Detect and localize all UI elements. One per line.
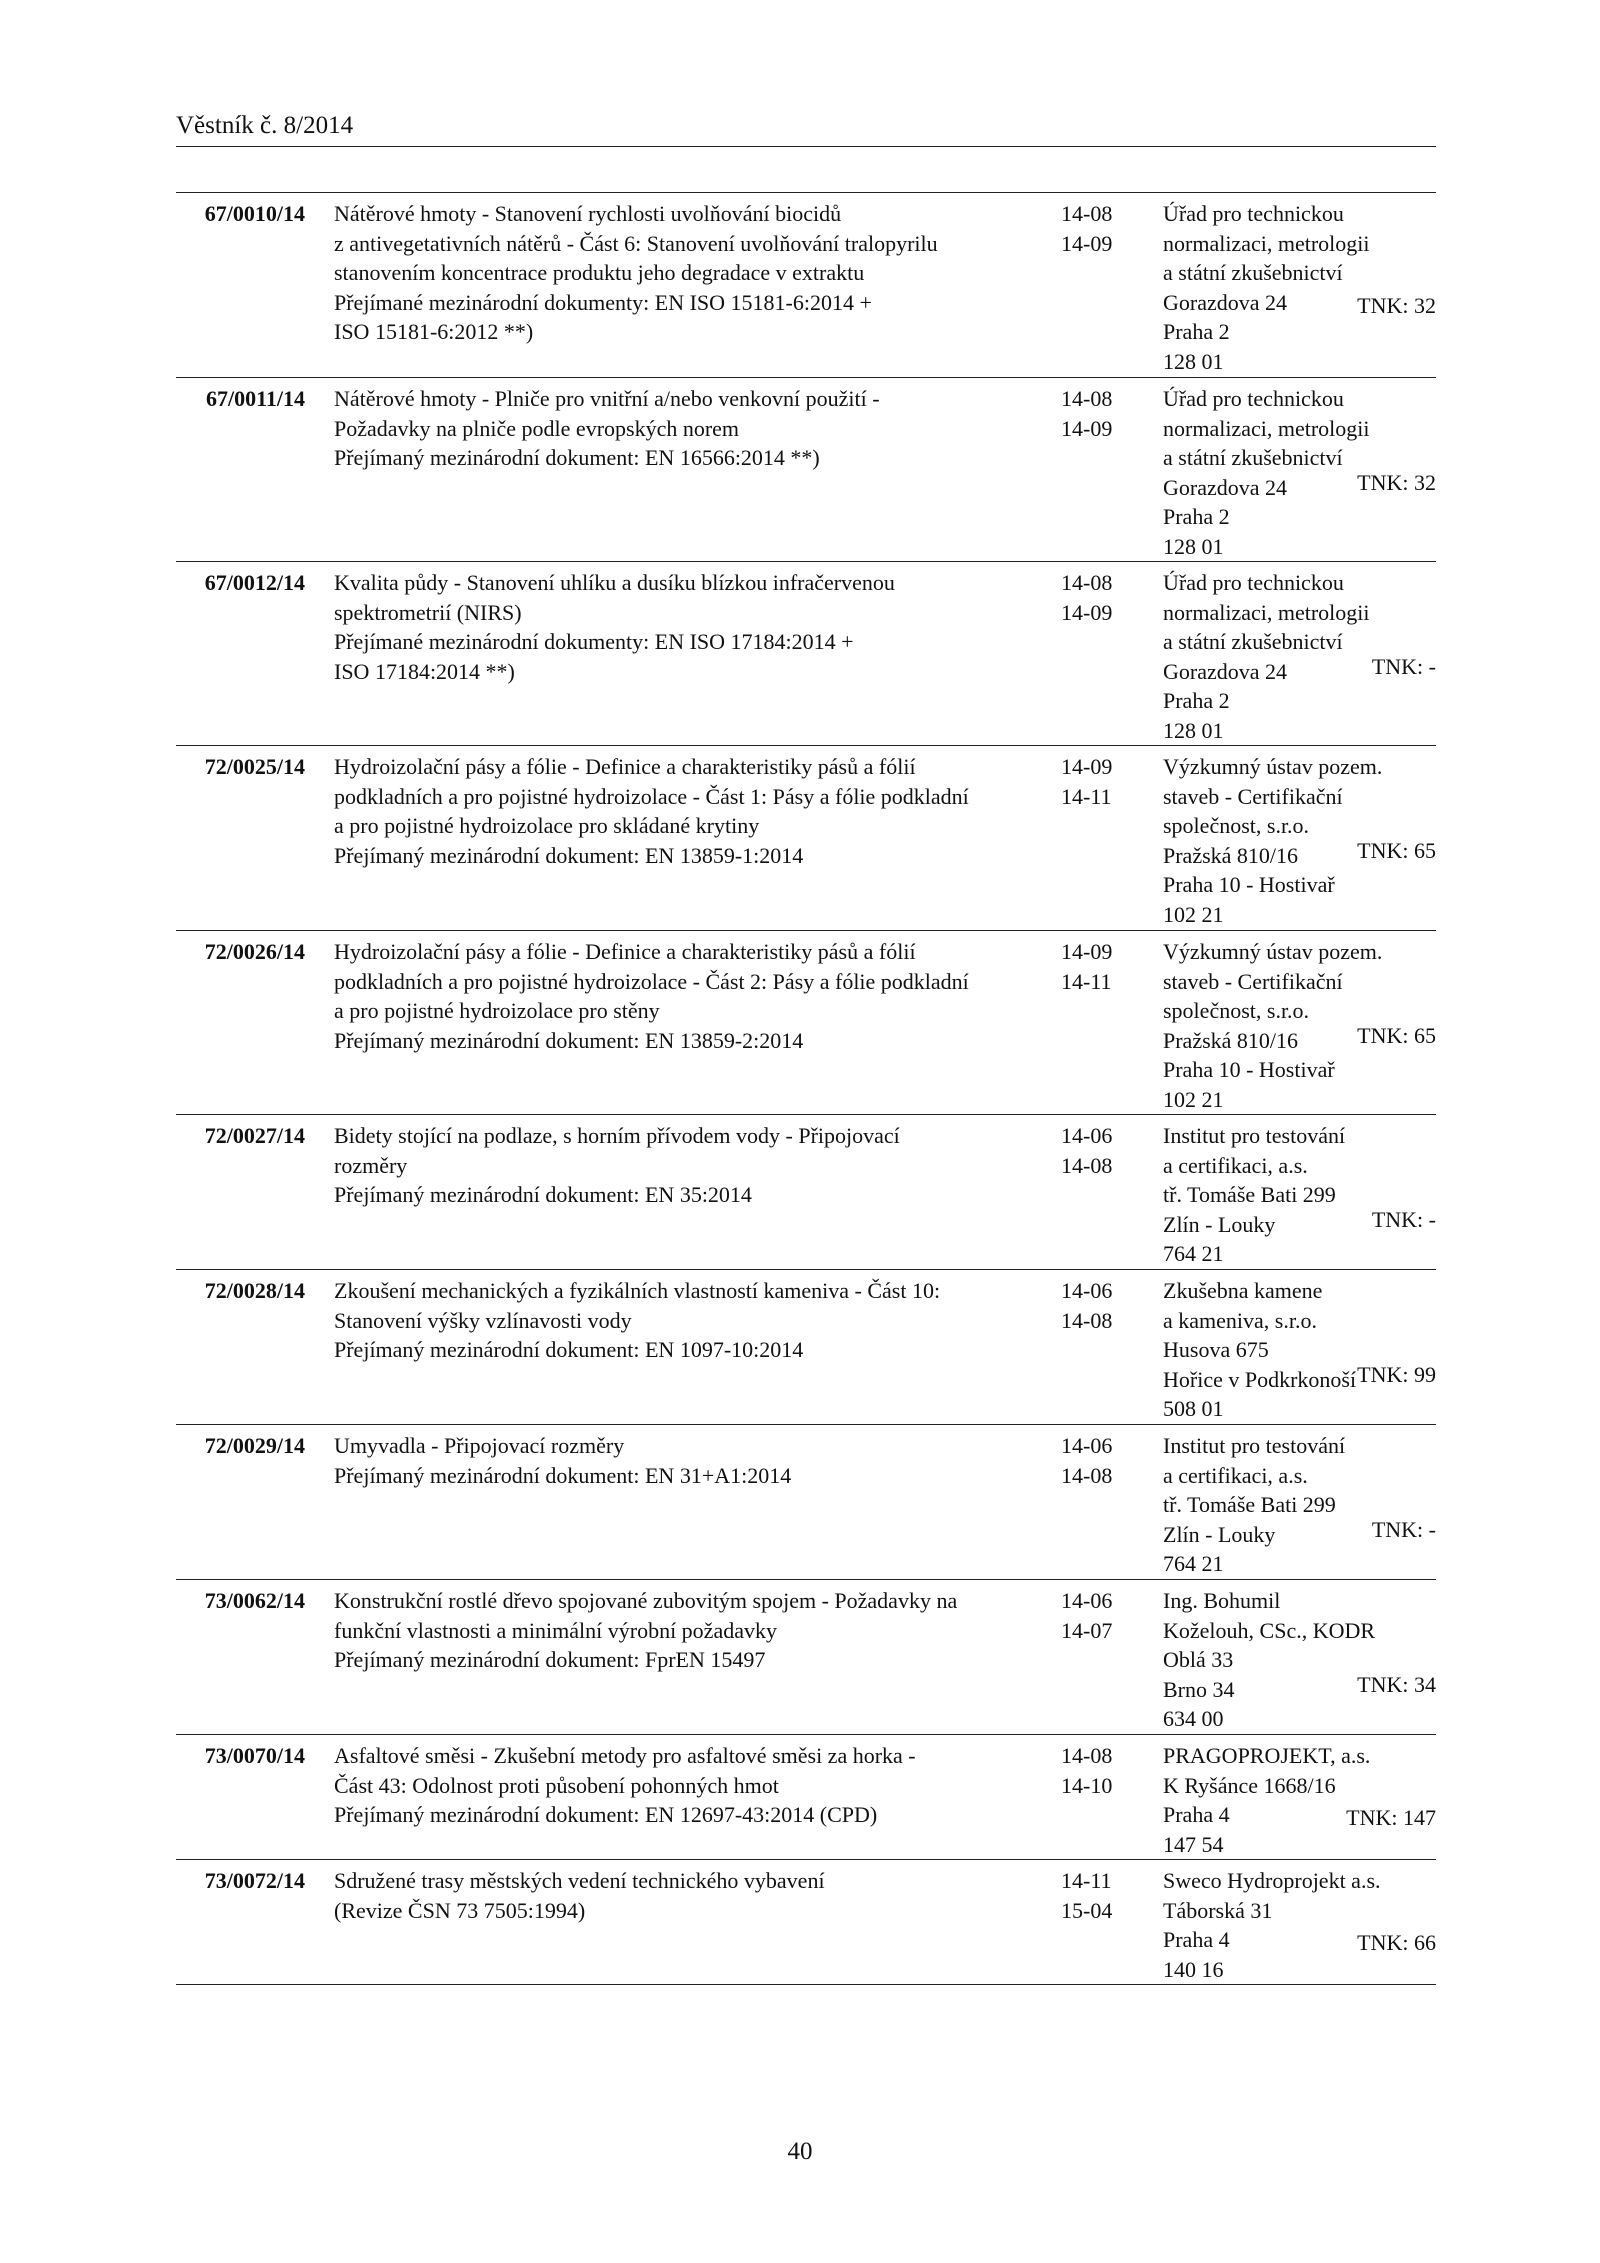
standard-entry [176,1425,1436,1580]
entry-title-line: Sdružené trasy městských vedení technického vybavení [334,1868,825,1893]
entry-title-line: Přejímané mezinárodní dokumenty: EN ISO 17184:2014 + [334,629,854,654]
entry-title-line: Hydroizolační pásy a fólie - Definice a charakteristiky pásů a fólií [334,939,916,964]
entry-processor-line: 634 00 [1163,1706,1224,1731]
entry-processor-line: Pražská 810/16 [1163,1027,1299,1053]
entry-processor-line: Praha 10 - Hostivař [1163,1057,1335,1082]
entry-dates [1061,937,1141,996]
entry-date: 14-06 [1061,1588,1113,1613]
entry-processor [1163,937,1435,1114]
entry-code: 72/0028/14 [204,1278,305,1303]
entry-processor [1163,199,1435,376]
entry-dates [1061,384,1141,443]
entry-processor [1163,1586,1435,1734]
entry-title-line: Stanovení výšky vzlínavosti vody [334,1307,632,1333]
entry-date: 14-11 [1061,968,1112,994]
entry-processor [1163,1866,1435,1984]
entry-processor-line: tř. Tomáše Bati 299 [1163,1492,1336,1517]
standard-entry [176,193,1436,378]
entry-title-line: Přejímaný mezinárodní dokument: FprEN 15497 [334,1647,766,1672]
entry-processor-line: společnost, s.r.o. [1163,998,1310,1023]
entry-dates [1061,1276,1141,1335]
entry-processor-line: Oblá 33 [1163,1647,1234,1672]
entry-title-line: Zkoušení mechanických a fyzikálních vlastností kameniva - Část 10: [334,1278,941,1303]
entry-title-line: Bidety stojící na podlaze, s horním přívodem vody - Připojovací [334,1123,900,1148]
entry-dates [1061,1741,1141,1800]
entry-code: 67/0012/14 [204,570,305,595]
entry-code-cell [176,199,305,229]
entry-title-line: Přejímaný mezinárodní dokument: EN 16566:2014 **) [334,445,820,470]
entry-processor-line: Ing. Bohumil [1163,1588,1281,1613]
entry-processor-line: Institut pro testování [1163,1123,1346,1148]
standard-entry [176,931,1436,1115]
entry-tnk: TNK: 99 [1357,1362,1436,1387]
entry-tnk: TNK: 32 [1357,470,1436,495]
entry-processor-line: a státní zkušebnictví [1163,629,1343,654]
entry-processor-line: Praha 2 [1163,319,1230,344]
entry-title-line: Přejímaný mezinárodní dokument: EN 1097-10:2014 [334,1337,804,1362]
entry-processor-line: Praha 4 [1163,1927,1230,1952]
entry-code-cell [176,1866,305,1896]
entry-code-cell [176,1121,305,1151]
entry-title-line: podkladních a pro pojistné hydroizolace - Část 2: Pásy a fólie podkladní [334,968,969,994]
entry-processor-line: Gorazdova 24 [1163,474,1288,500]
entry-processor-line: Úřad pro technickou [1163,386,1344,411]
entry-code-cell [176,752,305,782]
entry-processor-line: normalizaci, metrologii [1163,599,1370,625]
entry-processor-line: 128 01 [1163,533,1224,559]
entry-title-line: Přejímaný mezinárodní dokument: EN 13859-1:2014 [334,842,804,868]
entry-date: 14-11 [1061,1868,1112,1893]
entry-tnk: TNK: 65 [1357,838,1436,863]
entry-processor-line: normalizaci, metrologii [1163,230,1370,256]
entry-title-line: spektrometrií (NIRS) [334,599,522,625]
entry-processor-line: a certifikaci, a.s. [1163,1462,1308,1488]
entry-code: 73/0072/14 [204,1868,305,1893]
entry-date: 14-09 [1061,415,1113,441]
entry-dates [1061,568,1141,627]
entry-date: 14-08 [1061,1152,1113,1178]
entry-code: 73/0070/14 [204,1743,305,1768]
entry-processor-line: a státní zkušebnictví [1163,260,1343,285]
entry-title-line: Přejímaný mezinárodní dokument: EN 35:2014 [334,1182,752,1207]
entry-tnk: TNK: 147 [1346,1805,1436,1830]
entry-processor-line: Koželouh, CSc., KODR [1163,1617,1376,1643]
entry-tnk: TNK: - [1371,1517,1436,1542]
page-number: 40 [787,2138,813,2165]
standard-entry [176,562,1436,746]
entry-title-line: ISO 17184:2014 **) [334,658,515,684]
entry-processor-line: 102 21 [1163,901,1224,927]
entry-processor [1163,568,1435,745]
entry-title-line: podkladních a pro pojistné hydroizolace - Část 1: Pásy a fólie podkladní [334,783,969,809]
entry-processor [1163,1121,1435,1269]
entry-tnk: TNK: - [1371,1207,1436,1232]
entry-title-line: Přejímané mezinárodní dokumenty: EN ISO 15181-6:2014 + [334,289,872,315]
entry-processor-line: Výzkumný ústav pozem. [1163,754,1383,779]
entry-processor-line: 140 16 [1163,1956,1224,1982]
entry-date: 15-04 [1061,1897,1113,1923]
entry-dates [1061,752,1141,811]
entry-title-line: (Revize ČSN 73 7505:1994) [334,1897,586,1923]
entry-title-line: Konstrukční rostlé dřevo spojované zubovitým spojem - Požadavky na [334,1588,958,1613]
page-header-title: Věstník č. 8/2014 [176,112,354,139]
entry-processor-line: Táborská 31 [1163,1897,1273,1923]
entry-date: 14-09 [1061,939,1113,964]
entry-processor-line: PRAGOPROJEKT, a.s. [1163,1743,1371,1768]
entry-title-line: Nátěrové hmoty - Plniče pro vnitřní a/nebo venkovní použití - [334,386,880,411]
entry-title-line: ISO 15181-6:2012 **) [334,319,534,344]
entry-dates [1061,1121,1141,1180]
entry-dates [1061,1431,1141,1490]
entry-tnk: TNK: 34 [1357,1672,1436,1697]
entry-code-cell [176,568,305,598]
entry-date: 14-08 [1061,570,1113,595]
entry-code-cell [176,1741,305,1771]
entry-code-cell [176,1431,305,1461]
entry-processor-line: Hořice v Podkrkonoší [1163,1366,1357,1392]
entry-title-line: Přejímaný mezinárodní dokument: EN 12697-43:2014 (CPD) [334,1802,878,1827]
entry-title-line: Nátěrové hmoty - Stanovení rychlosti uvolňování biocidů [334,201,842,226]
entry-code: 73/0062/14 [204,1588,305,1613]
entry-processor-line: Gorazdova 24 [1163,658,1288,684]
standard-entry [176,1115,1436,1270]
entry-processor-line: 508 01 [1163,1396,1224,1421]
entry-title-line: a pro pojistné hydroizolace pro skládané krytiny [334,813,760,838]
entry-date: 14-08 [1061,1743,1113,1768]
entry-processor-line: Zkušebna kamene [1163,1278,1323,1303]
entry-title-line: stanovením koncentrace produktu jeho degradace v extraktu [334,260,865,285]
entry-processor-line: 102 21 [1163,1086,1224,1112]
entry-processor-line: 128 01 [1163,717,1224,743]
entry-title-line: Část 43: Odolnost proti působení pohonných hmot [334,1772,779,1798]
entry-code-cell [176,384,305,414]
entry-title-line: rozměry [334,1152,408,1178]
entry-code: 67/0010/14 [204,201,305,226]
entry-code: 72/0027/14 [204,1123,305,1148]
entry-date: 14-07 [1061,1617,1113,1643]
entry-title-line: z antivegetativních nátěrů - Část 6: Stanovení uvolňování tralopyrilu [334,230,938,256]
entry-processor-line: 147 54 [1163,1831,1224,1857]
entry-code: 72/0025/14 [204,754,305,779]
entry-processor-line: Brno 34 [1163,1676,1235,1702]
standard-entry [176,378,1436,562]
entry-date: 14-08 [1061,1462,1113,1488]
entry-processor [1163,752,1435,929]
entry-processor-line: tř. Tomáše Bati 299 [1163,1182,1336,1207]
entry-title-line: a pro pojistné hydroizolace pro stěny [334,998,660,1023]
entry-processor-line: Pražská 810/16 [1163,842,1299,868]
entry-processor-line: společnost, s.r.o. [1163,813,1310,838]
standard-entry [176,1860,1436,1985]
entry-processor [1163,1276,1435,1424]
entry-title-line: Přejímaný mezinárodní dokument: EN 31+A1:2014 [334,1462,792,1488]
entry-processor-line: Úřad pro technickou [1163,570,1344,595]
entry-date: 14-09 [1061,599,1113,625]
entry-processor-line: normalizaci, metrologii [1163,415,1370,441]
standard-entry [176,1735,1436,1860]
entry-date: 14-06 [1061,1433,1113,1458]
entry-title-line: funkční vlastnosti a minimální výrobní požadavky [334,1617,777,1643]
entry-date: 14-10 [1061,1772,1113,1798]
entry-processor-line: Zlín - Louky [1163,1521,1276,1547]
entry-processor-line: Výzkumný ústav pozem. [1163,939,1383,964]
entry-processor-line: K Ryšánce 1668/16 [1163,1772,1336,1798]
entry-dates [1061,1866,1141,1925]
entry-tnk: TNK: 66 [1357,1930,1436,1955]
entry-processor [1163,1431,1435,1579]
entry-dates [1061,1586,1141,1645]
entry-processor-line: staveb - Certifikační [1163,783,1343,809]
entry-code: 72/0026/14 [204,939,305,964]
entry-tnk: TNK: 32 [1357,293,1436,318]
entry-title-line: Přejímaný mezinárodní dokument: EN 13859-2:2014 [334,1027,804,1053]
entry-code-cell [176,937,305,967]
entry-processor-line: Úřad pro technickou [1163,201,1344,226]
entry-code: 72/0029/14 [204,1433,305,1458]
entry-date: 14-09 [1061,754,1113,779]
entry-date: 14-09 [1061,230,1113,256]
entry-processor-line: Husova 675 [1163,1337,1269,1362]
standard-entry [176,1580,1436,1735]
entry-processor-line: Praha 2 [1163,688,1230,713]
entry-processor-line: Sweco Hydroprojekt a.s. [1163,1868,1381,1893]
entry-processor-line: 764 21 [1163,1551,1224,1576]
entry-processor-line: a státní zkušebnictví [1163,445,1343,470]
entry-dates [1061,199,1141,258]
entry-date: 14-06 [1061,1278,1113,1303]
entry-code-cell [176,1276,305,1306]
entry-title-line: Asfaltové směsi - Zkušební metody pro asfaltové směsi za horka - [334,1743,916,1768]
entry-title-line: Kvalita půdy - Stanovení uhlíku a dusíku blízkou infračervenou [334,570,895,595]
standard-entry [176,1270,1436,1425]
entry-processor-line: 764 21 [1163,1241,1224,1266]
entry-date: 14-11 [1061,783,1112,809]
entry-processor-line: Praha 2 [1163,504,1230,529]
entry-title-line: Hydroizolační pásy a fólie - Definice a charakteristiky pásů a fólií [334,754,916,779]
entry-date: 14-08 [1061,1307,1113,1333]
entry-processor-line: a kameniva, s.r.o. [1163,1307,1317,1333]
entry-processor-line: Zlín - Louky [1163,1211,1276,1237]
standard-entry [176,746,1436,931]
entry-processor-line: Praha 10 - Hostivař [1163,872,1335,897]
entry-title-line: Umyvadla - Připojovací rozměry [334,1433,625,1458]
entry-processor [1163,384,1435,561]
entry-date: 14-08 [1061,201,1113,226]
entry-processor-line: Institut pro testování [1163,1433,1346,1458]
entry-processor-line: 128 01 [1163,348,1224,374]
entry-processor-line: a certifikaci, a.s. [1163,1152,1308,1178]
entry-processor-line: Praha 4 [1163,1802,1230,1827]
entry-date: 14-08 [1061,386,1113,411]
entry-processor [1163,1741,1435,1859]
entry-tnk: TNK: - [1371,654,1436,679]
entry-title-line: Požadavky na plniče podle evropských norem [334,415,740,441]
entry-code: 67/0011/14 [205,386,305,411]
header-rule [176,146,1436,147]
entry-processor-line: Gorazdova 24 [1163,289,1288,315]
entry-date: 14-06 [1061,1123,1113,1148]
entry-tnk: TNK: 65 [1357,1023,1436,1048]
standards-list [176,192,1436,1985]
entry-processor-line: staveb - Certifikační [1163,968,1343,994]
entry-code-cell [176,1586,305,1616]
